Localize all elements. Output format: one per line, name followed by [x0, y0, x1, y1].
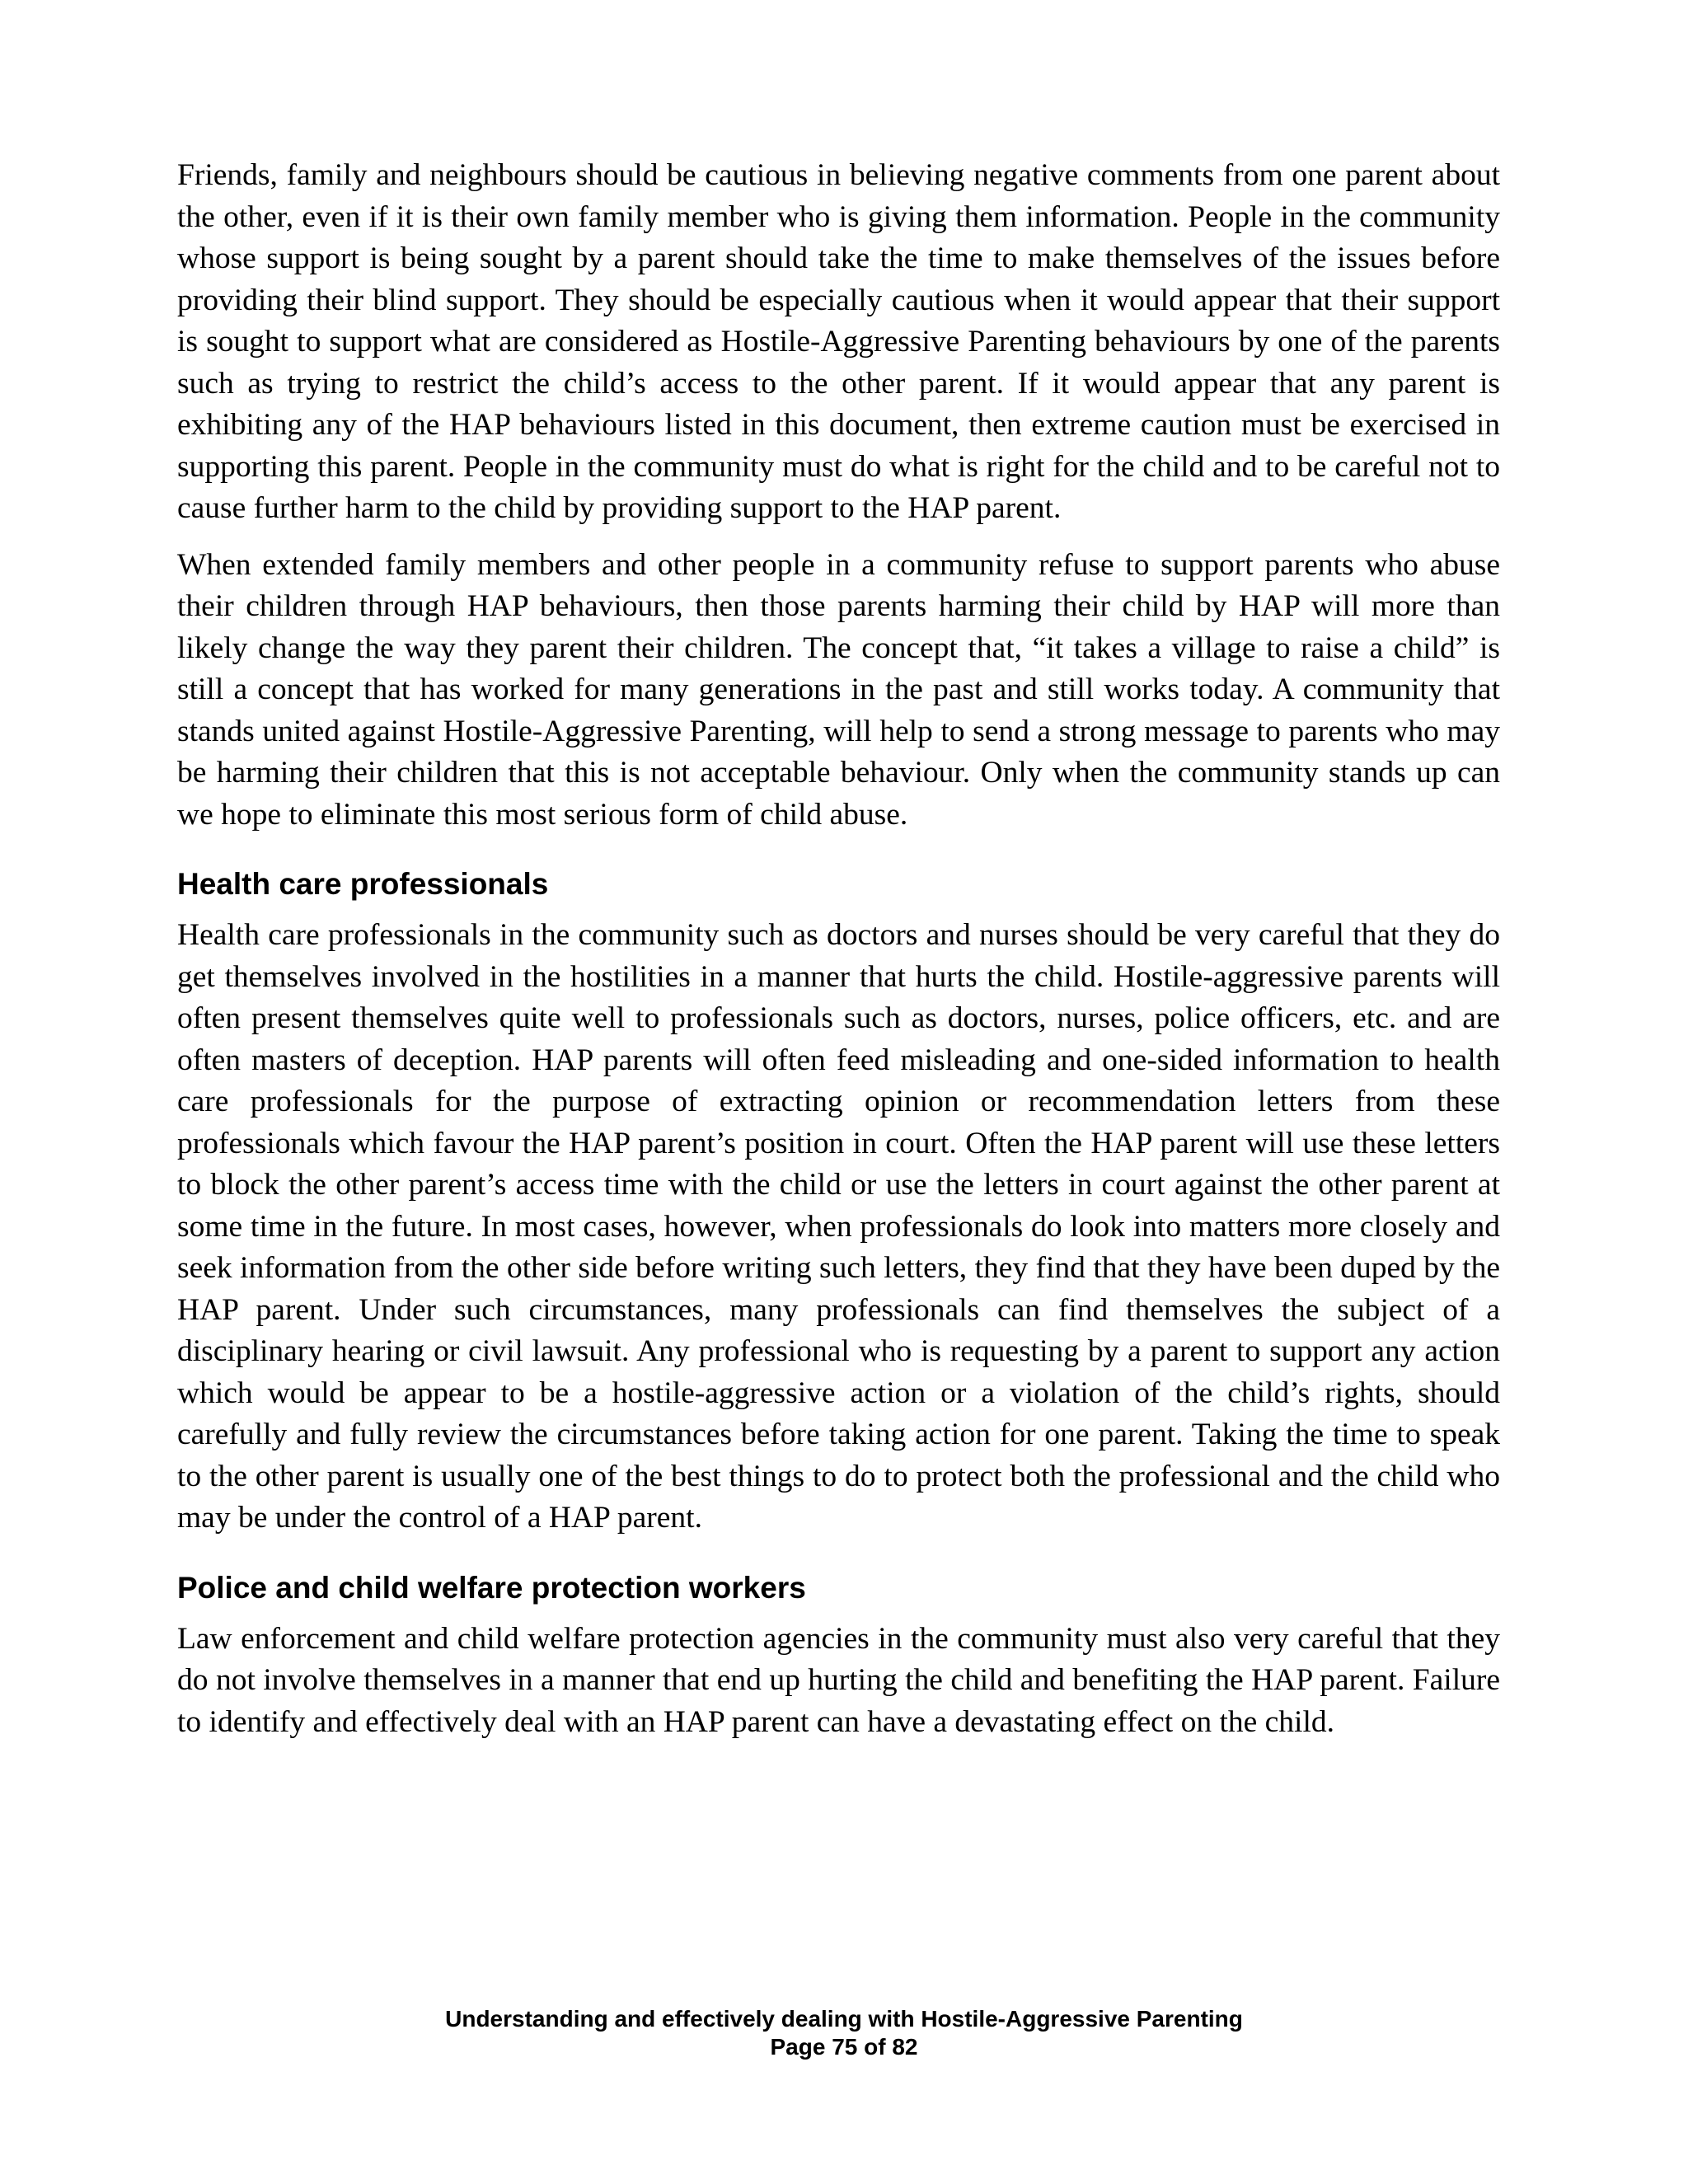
heading-police-child-welfare: Police and child welfare protection workers — [177, 1570, 806, 1605]
page-footer — [0, 2005, 1688, 2061]
heading-health-care-professionals: Health care professionals — [177, 867, 549, 901]
paragraph-police-child-welfare: Law enforcement and child welfare protection agencies in the community must also very careful that they do not involve themselves in a manner that end up hurting the child and benefiting the HAP parent. Failure to identify and effectively deal with an HAP parent can have a devastating effect on the child. — [177, 1621, 1500, 1739]
paragraph-community-united: When extended family members and other people in a community refuse to support parents who abuse their children through HAP behaviours, then those parents harming their child by HAP will more than likely change the way they parent their children. The concept that, “it takes a village to raise a child” is still a concept that has worked for many generations in the past and still works today. A community that stands united against Hostile-Aggressive Parenting, will help to send a strong message to parents who may be harming their children that this is not acceptable behaviour. Only when the community stands up can we hope to eliminate this most serious form of child abuse. — [177, 547, 1500, 832]
footer-page-number: Page 75 of 82 — [770, 2034, 918, 2060]
page-body — [177, 155, 1500, 1758]
footer-document-title: Understanding and effectively dealing with Hostile-Aggressive Parenting — [445, 2006, 1243, 2032]
paragraph-community-caution: Friends, family and neighbours should be cautious in believing negative comments from one parent about the other, even if it is their own family member who is giving them information. People in the community whose support is being sought by a parent should take the time to make themselves of the issues before providing their blind support. They should be especially cautious when it would appear that their support is sought to support what are considered as Hostile-Aggressive Parenting behaviours by one of the parents such as trying to restrict the child’s access to the other parent. If it would appear that any parent is exhibiting any of the HAP behaviours listed in this document, then extreme caution must be exercised in supporting this parent. People in the community must do what is right for the child and to be careful not to cause further harm to the child by providing support to the HAP parent. — [177, 158, 1500, 525]
paragraph-health-care-professionals: Health care professionals in the community such as doctors and nurses should be very careful that they do get themselves involved in the hostilities in a manner that hurts the child. Hostile-aggressive parents will often present themselves quite well to professionals such as doctors, nurses, police officers, etc. and are often masters of deception. HAP parents will often feed misleading and one-sided information to health care professionals for the purpose of extracting opinion or recommendation letters from these professionals which favour the HAP parent’s position in court. Often the HAP parent will use these letters to block the other parent’s access time with the child or use the letters in court against the other parent at some time in the future. In most cases, however, when professionals do look into matters more closely and seek information from the other side before writing such letters, they find that they have been duped by the HAP parent. Under such circumstances, many professionals can find themselves the subject of a disciplinary hearing or civil lawsuit. Any professional who is requesting by a parent to support any action which would be appear to be a hostile-aggressive action or a violation of the child’s rights, should carefully and fully review the circumstances before taking action for one parent. Taking the time to speak to the other parent is usually one of the best things to do to protect both the professional and the child who may be under the control of a HAP parent. — [177, 918, 1500, 1535]
